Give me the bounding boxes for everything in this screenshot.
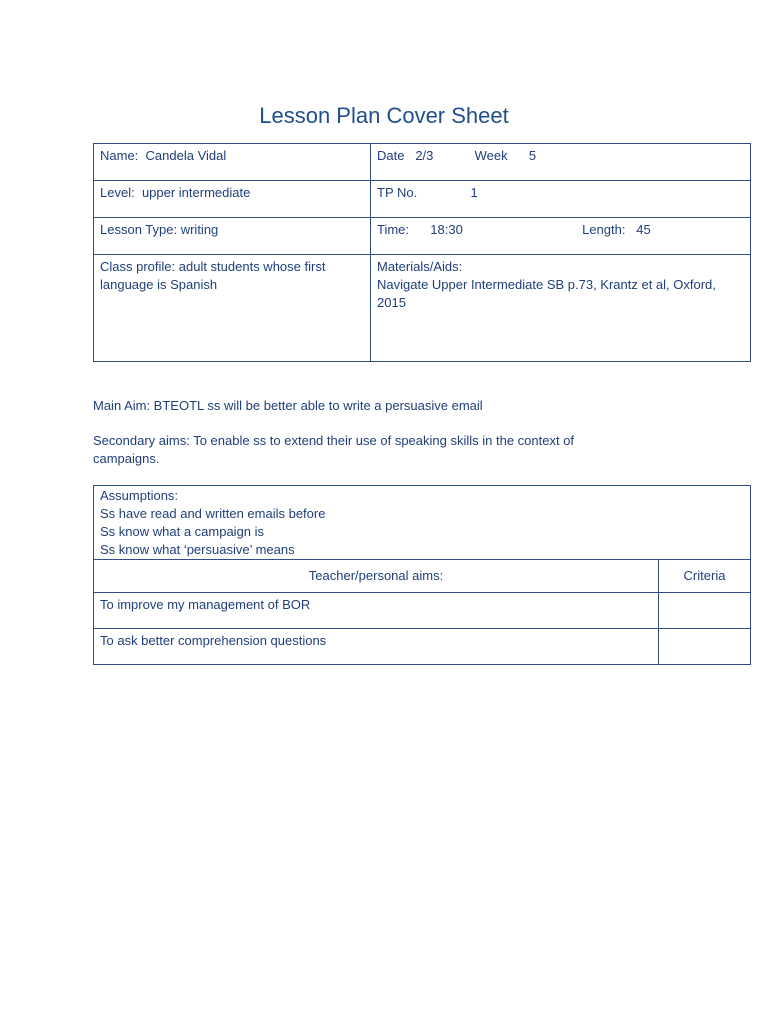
name-value: Candela Vidal xyxy=(145,148,227,163)
personal-aim-row-criteria xyxy=(659,593,751,629)
assumption-item: Ss have read and written emails before xyxy=(100,506,326,521)
week-value: 5 xyxy=(528,148,537,163)
materials-cell xyxy=(371,255,751,362)
main-aim: Main Aim: BTEOTL ss will be better able to write a persuasive email xyxy=(93,398,483,413)
level-label: Level: xyxy=(100,185,135,200)
personal-aims-header: Teacher/personal aims: xyxy=(94,560,659,593)
personal-aim-row-criteria xyxy=(659,629,751,665)
cover-sheet-table xyxy=(93,143,751,362)
lesson-type-cell xyxy=(94,218,371,255)
tp-label: TP No. xyxy=(377,185,418,200)
time-value: 18:30 xyxy=(430,222,463,237)
level-value: upper intermediate xyxy=(141,185,251,200)
page-title: Lesson Plan Cover Sheet xyxy=(259,103,509,128)
lesson-type-label: Lesson Type: xyxy=(100,222,178,237)
secondary-aims: Secondary aims: To enable ss to extend their use of speaking skills in the context of campaigns. xyxy=(93,433,575,466)
criteria-header: Criteria xyxy=(659,560,751,593)
date-value: 2/3 xyxy=(415,148,434,163)
week-label: Week xyxy=(474,148,508,163)
level-cell xyxy=(94,181,371,218)
personal-aim-row-text: To ask better comprehension questions xyxy=(94,629,659,665)
assumptions-label: Assumptions: xyxy=(100,488,179,503)
tp-cell xyxy=(371,181,751,218)
materials-label: Materials/Aids: xyxy=(377,259,463,274)
lesson-type-value: writing xyxy=(180,222,219,237)
length-value: 45 xyxy=(636,222,651,237)
time-length-cell xyxy=(371,218,751,255)
time-label: Time: xyxy=(377,222,410,237)
assumptions-cell xyxy=(94,486,751,560)
date-week-cell xyxy=(371,144,751,181)
class-profile-text: Class profile: adult students whose first language is Spanish xyxy=(100,259,326,292)
class-profile-cell xyxy=(94,255,371,362)
date-label: Date xyxy=(377,148,405,163)
assumption-item: Ss know what ‘persuasive’ means xyxy=(100,542,295,557)
personal-aim-row-text: To improve my management of BOR xyxy=(94,593,659,629)
tp-value: 1 xyxy=(470,185,478,200)
assumption-item: Ss know what a campaign is xyxy=(100,524,265,539)
assumptions-aims-table xyxy=(93,485,751,665)
length-label: Length: xyxy=(582,222,626,237)
materials-value: Navigate Upper Intermediate SB p.73, Krantz et al, Oxford, 2015 xyxy=(377,277,716,310)
name-label: Name: xyxy=(100,148,139,163)
name-cell xyxy=(94,144,371,181)
